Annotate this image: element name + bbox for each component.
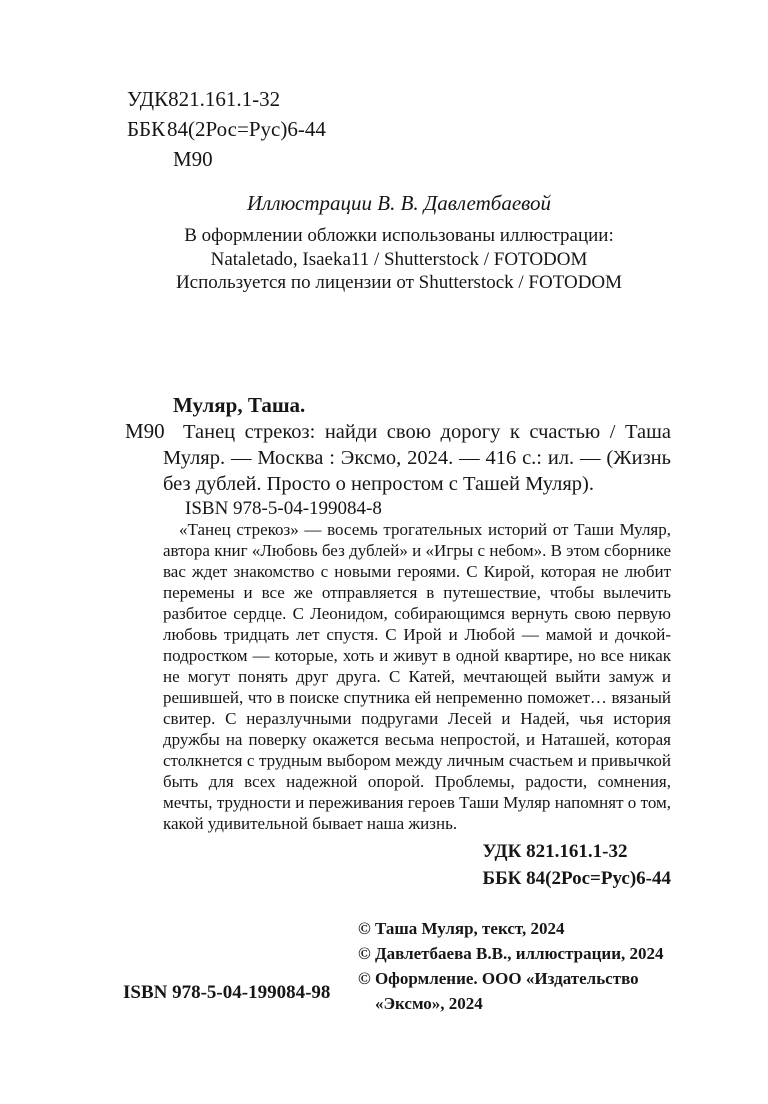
- cover-credit-artists: Nataletado, Isaeka11 / Shutterstock / FOTODOM: [210, 248, 588, 270]
- illustration-credits: [131, 191, 667, 295]
- catalog-author-sign: М90: [125, 419, 165, 443]
- copyright-line-illustrations: © Давлетбаева В.В., иллюстрации, 2024: [358, 944, 664, 963]
- illustrator-credit: Иллюстрации В. В. Давлетбаевой: [247, 191, 551, 215]
- catalog-author-heading: Муляр, Таша.: [173, 393, 306, 417]
- udk-row: [127, 84, 326, 114]
- copyright-line-text: © Таша Муляр, текст, 2024: [358, 919, 565, 938]
- cover-credit-note: В оформлении обложки использованы иллюстрации:: [184, 225, 614, 246]
- udk-line: УДК 821.161.1-32: [482, 841, 628, 862]
- bbk-row: [127, 114, 326, 144]
- udk-bbk-footnote: [483, 838, 671, 892]
- author-sign: М90: [173, 147, 213, 171]
- catalog-isbn: ISBN 978-5-04-199084-8: [185, 498, 382, 519]
- copyright-line-publisher: © Оформление. ООО «Издательство «Эксмо», 2024: [358, 969, 639, 1013]
- udk-value: 821.161.1-32: [168, 87, 281, 111]
- bbk-value: 84(2Рос=Рус)6-44: [167, 117, 326, 141]
- annotation-section: [163, 519, 671, 892]
- bbk-label: ББК: [127, 117, 166, 141]
- license-note: Используется по лицензии от Shutterstock / FOTODOM: [175, 272, 623, 293]
- book-annotation: «Танец стрекоз» — восемь трогательных историй от Таши Муляр, автора книг «Любовь без дублей» и «Игры с небом». В этом сборнике вас ждет знакомство с новыми героями. С Кирой, которая не любит перемены и все же отправляется в путешествие, чтобы вылечить разбитое сердце. С Леонидом, собирающимся вернуть свою первую любовь тридцать лет спустя. С Ирой и Любой — мамой и дочкой-подростком — которые, хоть и живут в одной квартире, но все никак не могут понять друг друга. С Катей, мечтающей выйти замуж и решившей, что в поиске спутника ей непременно поможет… вязаный свитер. С неразлучными подругами Лесей и Надей, чья история дружбы на поверку окажется весьма непростой, и Наташей, которая столкнется с трудным выбором между личным счастьем и привычкой быть для всех надежной опорой. Проблемы, радости, сомнения, мечты, трудности и переживания героев Таши Муляр напомнят о том, какой удивительной бывает наша жизнь.: [163, 520, 671, 833]
- catalog-entry: Танец стрекоз: найди свою дорогу к счастью / Таша Муляр. — Москва : Эксмо, 2024. — 416 с.: ил. — (Жизнь без дублей. Просто о непростом с Ташей Муляр).: [163, 421, 671, 495]
- udk-bbk-block: [127, 84, 326, 174]
- footer-isbn: ISBN 978-5-04-199084-98: [123, 982, 331, 1003]
- udk-label: УДК: [127, 87, 169, 111]
- bbk-line: ББК 84(2Рос=Рус)6-44: [482, 868, 671, 889]
- copyright-block: [358, 916, 664, 1016]
